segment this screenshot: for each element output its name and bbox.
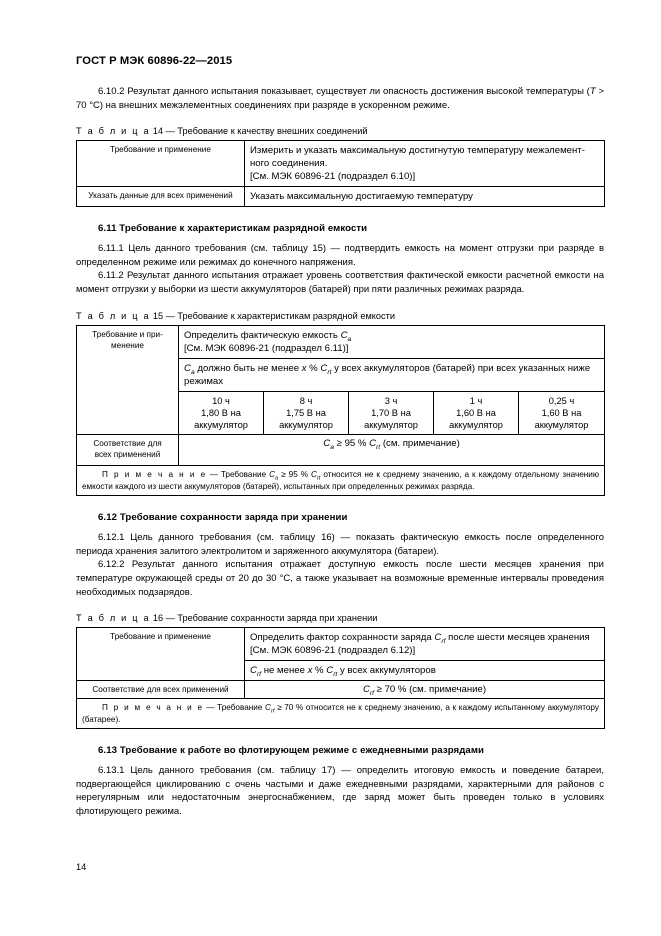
mode-voltage: 1,75 В на: [286, 407, 326, 418]
table-15-row2-sub2: rt: [327, 368, 332, 376]
paragraph-6-12-1: 6.12.1 Цель данного требования (см. таблицу 16) — показать фактическую емкость после определенного периода хранения залитого электролитом и заряженного аккумулятора (батареи).: [76, 532, 604, 557]
table-14-caption: [76, 126, 604, 136]
mode-voltage: 1,60 В на: [456, 407, 496, 418]
table-15-row3-post: (см. примечание): [380, 438, 460, 450]
table-15-row2-sub1: a: [190, 368, 195, 376]
table-row: [77, 628, 605, 661]
table-15-note: [77, 466, 605, 496]
table-14: [76, 140, 605, 207]
mode-unit: аккумулятор: [194, 419, 248, 430]
note-rel: ≥ 95 %: [278, 470, 311, 480]
heading-6-12: 6.12 Требование сохранности заряда при хранении: [98, 512, 348, 524]
table-row: [77, 435, 605, 466]
heading-6-11: 6.11 Требование к характеристикам разрядной емкости: [98, 223, 368, 235]
table-15-row1-value: [179, 325, 605, 358]
table-14-caption-dash: —: [165, 126, 175, 137]
note-post: относится не к среднему значению, а к каждому отдельному значению емкости каждого из шести аккумуляторов (батарей), испытанных при определенных режимах разряда.: [82, 470, 600, 491]
note-pre: Требование: [220, 470, 270, 480]
table-16-note: [77, 699, 605, 729]
table-15-row1-line1: Определить фактическую емкость $C_a$: [184, 329, 352, 343]
heading-6-13: 6.13 Требование к работе во флотирующем режиме с ежедневными разрядами: [98, 745, 485, 757]
table-15-caption-title: Требование к характеристикам разрядной емкости: [177, 310, 395, 321]
table-15-row2-mid: должно быть не менее: [194, 362, 302, 374]
table-15-row2-sym2: C: [320, 362, 328, 374]
table-15-row3-sub1: a: [330, 444, 334, 452]
table-row: [77, 466, 605, 496]
mode-voltage: 1,70 В на: [371, 407, 411, 418]
table-16-row1-value: [245, 628, 605, 661]
table-15-row3-label-line1: Соответствие для: [93, 439, 162, 449]
table-15-row2-sym1: C: [184, 362, 191, 374]
table-16-row1-line2: [См. МЭК 60896-21 (подраздел 6.12)]: [250, 645, 416, 657]
table-14-row1-line2: ного соединения.: [250, 158, 328, 170]
table-14-caption-label: Т а б л и ц а: [76, 126, 151, 137]
table-14-caption-title: Требование к качеству внешних соединений: [177, 126, 368, 137]
table-16-row1-label: Требование и применение: [77, 628, 245, 681]
note-label: П р и м е ч а н и е: [102, 470, 207, 480]
table-15-row3-sub2: rt: [376, 444, 381, 452]
table-15-mode-1: [264, 391, 349, 435]
mode-voltage: 1,80 В на: [201, 407, 241, 418]
table-15-row2-value: [179, 358, 605, 391]
table-14-row1-label: Требование и применение: [77, 141, 245, 187]
table-15-row3-rel: ≥ 95 %: [333, 438, 370, 450]
mode-voltage: 1,60 В на: [541, 407, 582, 418]
note-label: П р и м е ч а н и е: [102, 703, 204, 713]
table-row: [77, 699, 605, 729]
note-dash: —: [203, 703, 218, 713]
note-sym2: C: [310, 470, 317, 480]
table-16-row2-sym1: C: [250, 665, 257, 677]
note-sym: C: [265, 703, 271, 713]
mode-duration: 0,25 ч: [548, 395, 575, 406]
table-15-row1-label-line2: менение: [111, 340, 144, 350]
table-15-row3-label: [77, 435, 179, 466]
table-15: [76, 325, 605, 497]
table-16-row3-label: Соответствие для всех применений: [77, 681, 245, 699]
mode-duration: 3 ч: [384, 395, 398, 406]
table-15-caption-label: Т а б л и ц а: [76, 310, 151, 321]
table-15-row3-label-line2: всех применений: [94, 450, 161, 460]
mode-unit: аккумулятор: [534, 419, 589, 430]
table-15-row3-value: [179, 435, 605, 466]
standard-number-header: ГОСТ Р МЭК 60896-22—2015: [76, 55, 233, 67]
table-16-row2-x: x: [307, 665, 313, 677]
table-15-row1-line2: [См. МЭК 60896-21 (подраздел 6.11)]: [184, 342, 349, 354]
note-sub2: rt: [316, 475, 321, 482]
paragraph-6-12-2: 6.12.2 Результат данного испытания отражает доступную емкость после шести месяцев хранения при температуре окружающей среды от 20 до 30 °C, а также указывает на возможные временные интервалы проведения необходимых подзарядов.: [76, 559, 604, 598]
mode-unit: аккумулятор: [449, 419, 503, 430]
table-14-row2-label: Указать данные для всех применений: [77, 187, 245, 207]
table-16-row2-value: [245, 661, 605, 681]
paragraph-6-11-2: 6.11.2 Результат данного испытания отражает уровень соответствия фактической емкости расчетной емкости на момент отгрузки у выборки из шести аккумуляторов (батарей) при пяти различных режимах разряда.: [76, 270, 604, 295]
table-16-row2-sym2: C: [326, 665, 334, 677]
table-15-row2-pct: %: [306, 362, 321, 374]
table-16-caption-title: Требование сохранности заряда при хранении: [177, 613, 378, 624]
mode-duration: 1 ч: [469, 395, 483, 406]
table-15-mode-2: [349, 391, 434, 435]
table-15-caption-dash: —: [165, 310, 175, 321]
mode-duration: 8 ч: [299, 395, 313, 406]
note-sym1: C: [269, 470, 276, 480]
table-15-row3-sym2: C: [369, 438, 377, 450]
table-16-row3-sym: C: [362, 684, 370, 696]
table-15-mode-3: [434, 391, 519, 435]
table-16-row2-mid: не менее: [261, 665, 308, 677]
table-14-row1-line3: [См. МЭК 60896-21 (подраздел 6.10)]: [250, 171, 416, 183]
paragraph-6-13-1: 6.13.1 Цель данного требования (см. таблицу 17) — определить итоговую емкость и поведение батареи, подвергающейся циклированию с очень частыми и даже ежедневными разрядами, характерными для районов с нерегулярным или недостаточным энергоснабжением, где заряд может быть проведен только в условиях флотирующего режима.: [76, 765, 604, 817]
table-16-row2-sub2: rt: [333, 671, 338, 679]
page-content: [76, 55, 604, 819]
table-14-caption-number: 14: [152, 126, 164, 137]
table-16-row2-post: у всех аккумуляторов: [337, 665, 436, 677]
page-number: 14: [76, 862, 87, 872]
table-15-mode-4: [519, 391, 605, 435]
mode-duration: 10 ч: [212, 395, 230, 406]
table-14-row2-value: Указать максимальную достигаемую температуру: [245, 187, 605, 207]
table-15-mode-0: [179, 391, 264, 435]
table-15-caption-number: 15: [152, 310, 164, 321]
table-15-row2-x: x: [301, 362, 307, 374]
paragraph-6-10-2: 6.10.2 Результат данного испытания показывает, существует ли опасность достижения высокой температуры (T > 70 °C) на внешних межэлементных соединениях при разряде в ускоренном режиме.: [76, 86, 605, 111]
table-14-row1-line1: Измерить и указать максимальную достигнутую температуру межэлемент-: [250, 145, 585, 157]
note-dash: —: [206, 470, 221, 480]
table-16-row3-value: [245, 681, 605, 699]
table-15-caption: [76, 311, 604, 321]
mode-unit: аккумулятор: [279, 419, 333, 430]
table-row: [77, 681, 605, 699]
table-row: [77, 187, 605, 207]
table-15-row1-label: [77, 325, 179, 435]
note-post: ≥ 70 % относится не к среднему значению, а к каждому испытанному аккумулятору (батарее).: [82, 703, 599, 724]
symbol-T: T: [589, 86, 596, 97]
table-14-row1-value: [245, 141, 605, 187]
table-16-caption-label: Т а б л и ц а: [76, 613, 151, 624]
table-16-row2-sub1: rf: [256, 671, 262, 679]
table-16-caption-number: 16: [152, 613, 164, 624]
table-16-row3-sub: rf: [369, 690, 374, 698]
table-row: [77, 325, 605, 358]
note-sub: rf: [270, 708, 275, 715]
table-16-row2-pct: %: [312, 665, 327, 677]
table-15-row2-post: у всех аккумуляторов (батарей) при всех указанных ниже режимах: [184, 362, 591, 387]
table-16: [76, 627, 605, 729]
table-row: [77, 141, 605, 187]
table-15-row1-label-line1: Требование и при-: [92, 329, 163, 339]
mode-unit: аккумулятор: [364, 419, 418, 430]
note-pre: Требование: [217, 703, 266, 713]
table-16-row3-value-text: ≥ 70 % (см. примечание): [373, 684, 487, 696]
table-15-row3-sym1: C: [323, 438, 331, 450]
note-sub1: a: [275, 475, 279, 482]
table-16-row1-line1: Определить фактор сохранности заряда $C_{rf}$ после шести месяцев хранения: [250, 632, 590, 646]
paragraph-6-11-1: 6.11.1 Цель данного требования (см. таблицу 15) — подтвердить емкость на момент отгрузки при разряде в определенном режиме или режимах до конечного напряжения.: [76, 243, 604, 268]
table-16-caption: [76, 613, 604, 623]
table-16-caption-dash: —: [165, 613, 175, 624]
